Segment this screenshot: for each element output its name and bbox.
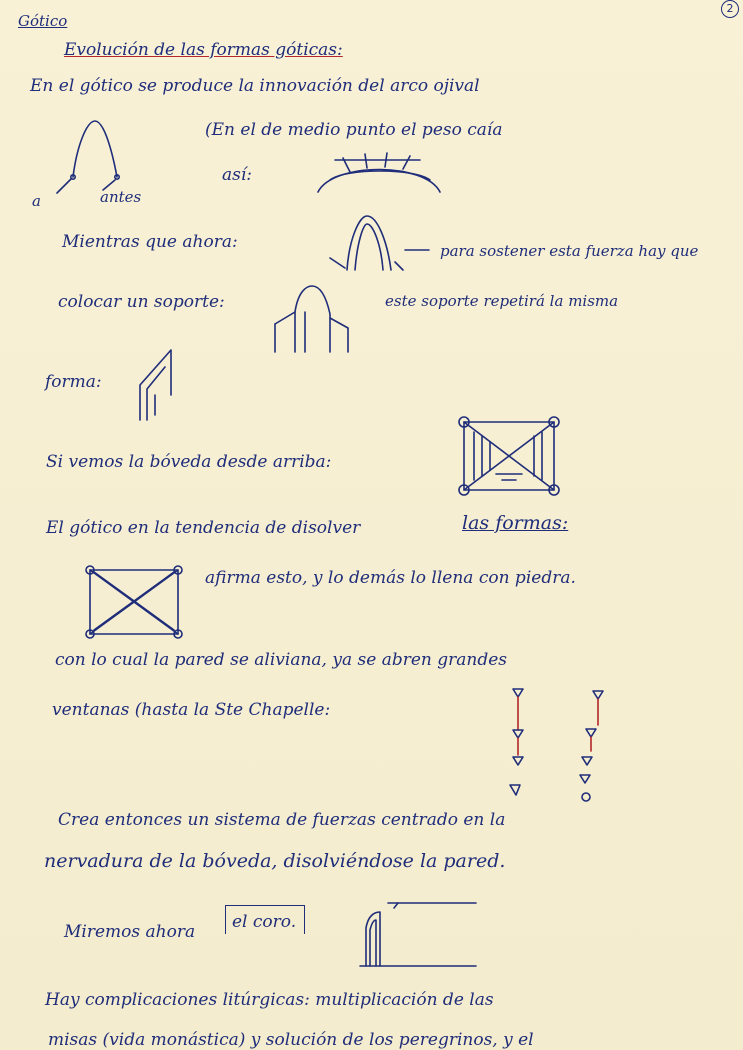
round-arch-weight-sketch (315, 150, 445, 200)
text-line-8: Si vemos la bóveda desde arriba: (46, 452, 332, 472)
text-line-2: (En el de medio punto el peso caía (205, 120, 503, 140)
topic-heading: Gótico (18, 12, 68, 30)
text-line-10: afirma esto, y lo demás lo llena con piedra. (205, 568, 576, 588)
text-line-3: así: (222, 165, 253, 185)
text-line-1-content: En el gótico se produce la innovación del arco ojival (30, 76, 480, 96)
text-line-5a: Mientras que ahora: (62, 232, 238, 252)
text-line-5b: para sostener esta fuerza hay que (440, 242, 699, 260)
ogival-arch-forces-sketch (325, 210, 430, 280)
rib-cross-sketch (82, 562, 187, 640)
page-number-badge: 2 (721, 0, 739, 18)
text-line-17: misas (vida monástica) y solución de los peregrinos, y el (48, 1030, 534, 1050)
text-line-6b: este soporte repetirá la misma (385, 292, 619, 310)
label-antes: antes (100, 188, 142, 206)
text-line-9a: El gótico en la tendencia de disolver (46, 518, 361, 538)
text-line-14: nervadura de la bóveda, disolviéndose la pared. (44, 850, 506, 872)
chapel-windows-sketch (498, 685, 618, 805)
text-line-15a: Miremos ahora (64, 922, 196, 942)
rib-vault-plan-sketch (450, 412, 565, 497)
label-a: a (32, 192, 41, 210)
text-line-12: ventanas (hasta la Ste Chapelle: (52, 700, 331, 720)
section-title: Evolución de las formas góticas: (64, 40, 343, 60)
text-line-11: con lo cual la pared se aliviana, ya se abren grandes (55, 650, 508, 670)
text-line-9b: las formas: (462, 512, 569, 534)
choir-sketch (358, 898, 478, 970)
text-line-1 (30, 76, 480, 96)
text-line-13: Crea entonces un sistema de fuerzas centrado en la (58, 810, 506, 830)
text-line-15b: el coro. (232, 912, 297, 932)
buttressed-arch-sketch (270, 282, 355, 357)
text-line-7: forma: (45, 372, 102, 392)
text-line-6a: colocar un soporte: (58, 292, 225, 312)
pier-form-sketch (135, 345, 180, 425)
coro-boxed-note (225, 905, 305, 934)
text-line-16: Hay complicaciones litúrgicas: multiplicación de las (45, 990, 494, 1010)
